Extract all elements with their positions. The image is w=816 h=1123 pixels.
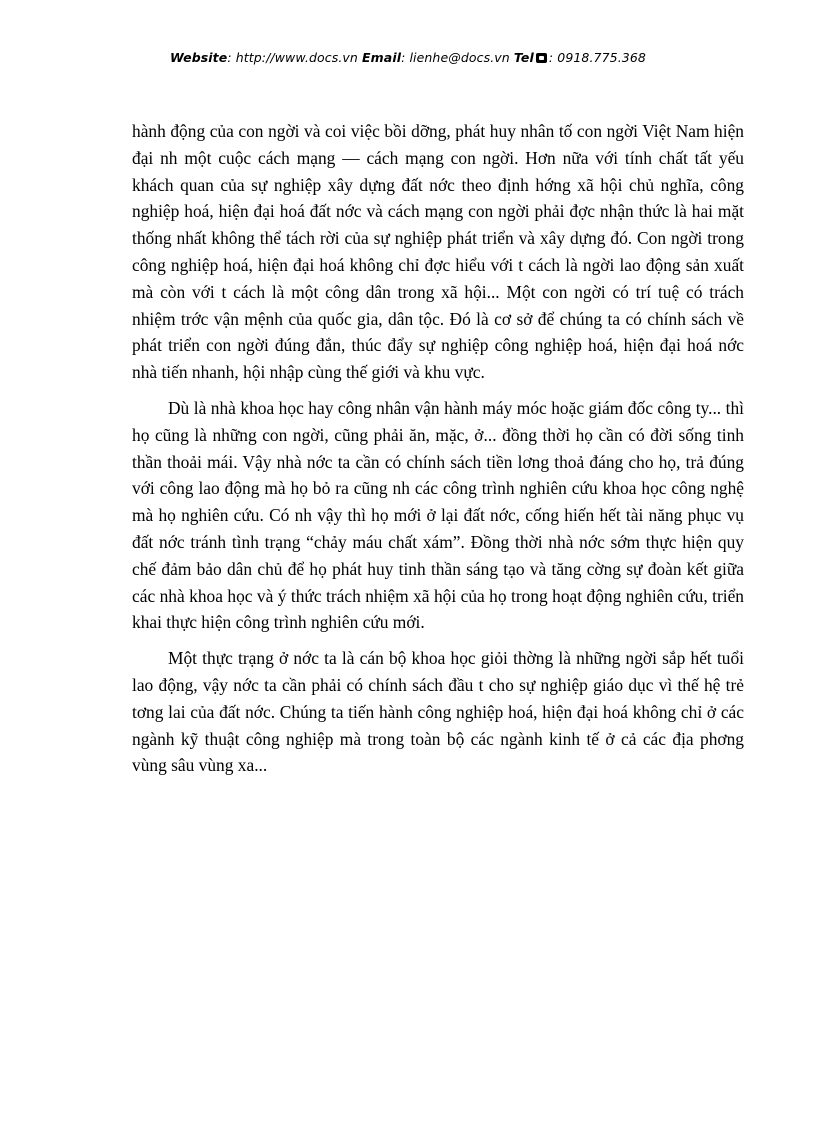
phone-icon bbox=[536, 53, 547, 63]
paragraph-3: Một thực trạng ở nớc ta là cán bộ khoa học giỏi thờng là những ngời sắp hết tuổi lao động, vậy nớc ta cần phải có chính sách đầu t cho sự nghiệp giáo dục vì thế hệ trẻ tơng lai của đất nớc. Chúng ta tiến hành công nghiệp hoá, hiện đại hoá không chỉ ở các ngành kỹ thuật công nghiệp mà trong toàn bộ các ngành kinh tế ở cả các địa phơng vùng sâu vùng xa... bbox=[132, 648, 744, 776]
email-value: : lienhe@docs.vn bbox=[401, 50, 510, 65]
tel-label: Tel bbox=[513, 50, 534, 65]
paragraph-1: hành động của con ngời và coi việc bồi dỡng, phát huy nhân tố con ngời Việt Nam hiện đại nh một cuộc cách mạng — cách mạng con ngời. Hơn nữa với tính chất tất yếu khách quan của sự nghiệp xây dựng đất nớc theo định hớng xã hội chủ nghĩa, công nghiệp hoá, hiện đại hoá đất nớc và cách mạng con ngời phải đợc nhận thức là hai mặt thống nhất không thể tách rời của sự nghiệp phát triển và xây dựng đó. Con ngời trong công nghiệp hoá, hiện đại hoá không chỉ đợc hiểu với t cách là ngời lao động sản xuất mà còn với t cách là một công dân trong xã hội... Một con ngời có trí tuệ có trách nhiệm trớc vận mệnh của quốc gia, dân tộc. Đó là cơ sở để chúng ta có chính sách về phát triển con ngời đúng đắn, thúc đẩy sự nghiệp công nghiệp hoá, hiện đại hoá nớc nhà tiến nhanh, hội nhập cùng thế giới và khu vực. bbox=[132, 121, 744, 383]
website-label: Website bbox=[170, 50, 228, 65]
email-label: Email bbox=[362, 50, 402, 65]
paragraph-2: Dù là nhà khoa học hay công nhân vận hành máy móc hoặc giám đốc công ty... thì họ cũng là những con ngời, cũng phải ăn, mặc, ở... đồng thời họ cần có đời sống tinh thần thoải mái. Vậy nhà nớc ta cần có chính sách tiền lơng thoả đáng cho họ, trả đúng với công lao động mà họ bỏ ra cũng nh các công trình nghiên cứu khoa học công nghệ mà họ nghiên cứu. Có nh vậy thì họ mới ở lại đất nớc, cống hiến hết tài năng phục vụ đất nớc tránh tình trạng “chảy máu chất xám”. Đồng thời nhà nớc sớm thực hiện quy chế đảm bảo dân chủ để họ phát huy tinh thần sáng tạo và tăng cờng sự đoàn kết giữa các nhà khoa học và ý thức trách nhiệm xã hội của họ trong hoạt động nghiên cứu, triển khai thực hiện công trình nghiên cứu mới. bbox=[132, 397, 744, 633]
website-value: : http://www.docs.vn bbox=[227, 50, 358, 65]
page-header bbox=[0, 50, 816, 65]
tel-value: : 0918.775.368 bbox=[548, 50, 646, 65]
document-body bbox=[132, 118, 744, 779]
